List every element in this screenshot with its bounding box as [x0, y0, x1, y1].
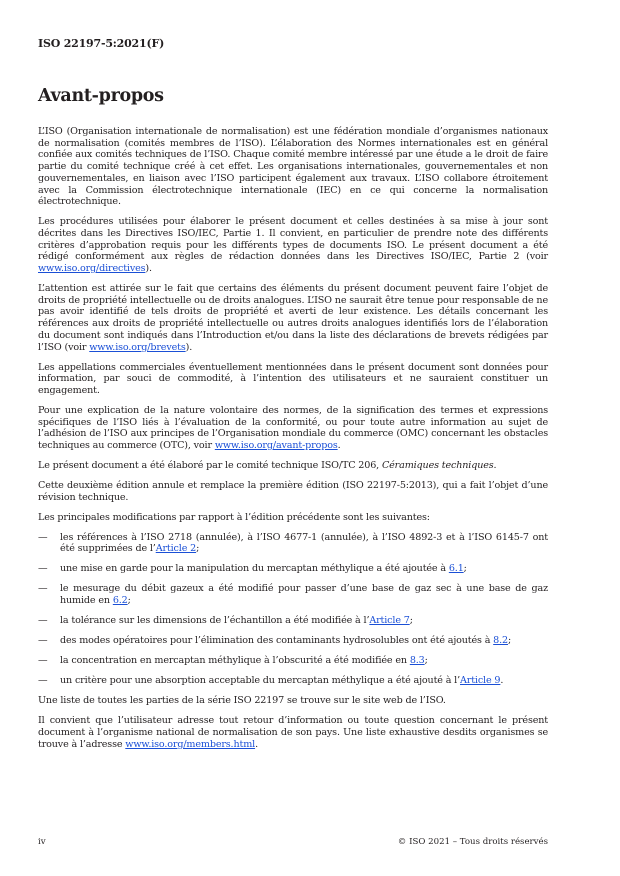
dash-bullet: —: [38, 583, 48, 595]
link-6-1[interactable]: 6.1: [448, 563, 464, 575]
paragraph-series: Une liste de toutes les parties de la série ISO 22197 se trouve sur le site web de l’ISO.: [38, 695, 446, 707]
paragraph-changes-intro: Les principales modifications par rapport à l’édition précédente sont les suivantes:: [38, 511, 430, 523]
link-article-9[interactable]: Article 9: [460, 675, 501, 687]
link-brevets[interactable]: www.iso.org/brevets: [89, 341, 186, 353]
link-6-2[interactable]: 6.2: [112, 595, 128, 607]
link-8-2[interactable]: 8.2: [493, 635, 508, 647]
paragraph-edition: Cette deuxième édition annule et remplace la première édition (ISO 22197-5:2013), qui a fait l’objet d’une révision technique.: [38, 480, 548, 503]
changes-list: [38, 532, 548, 687]
paragraph-procedures: Les procédures utilisées pour élaborer le présent document et celles destinées à sa mise à jour sont décrites dans les Directives ISO/IEC, Partie 1. Il convient, en particulier de prendre note des différents critères d’approbation requis pour les différents types de documents ISO. Le présent document a été rédigé conformément aux règles de rédaction données dans les Directives ISO/IEC, Partie 2 (voir www.iso.org/directives).: [38, 216, 548, 275]
paragraph-feedback: Il convient que l’utilisateur adresse tout retour d’information ou toute question concernant le présent document à l’organisme national de normalisation de son pays. Une liste exhaustive desdits organismes se trouve à l’adresse www.iso.org/members.html.: [38, 715, 548, 750]
list-item: — une mise en garde pour la manipulation du mercaptan méthylique a été ajoutée à 6.1;: [38, 563, 467, 575]
dash-bullet: —: [38, 675, 48, 687]
paragraph-iso-intro: L’ISO (Organisation internationale de normalisation) est une fédération mondiale d’organismes nationaux de normalisation (comités membres de l’ISO). L’élaboration des Normes internationales est en général confiée aux comités techniques de l’ISO. Chaque comité membre intéressé par une étude a le droit de faire partie du comité technique créé à cet effet. Les organisations internationales, gouvernementales et non gouvernementales, en liaison avec l’ISO participent également aux travaux. L’ISO collabore étroitement avec la Commission électrotechnique internationale (IEC) en ce qui concerne la normalisation électrotechnique.: [38, 126, 548, 208]
page-title: Avant-propos: [38, 86, 164, 106]
list-item: — des modes opératoires pour l’élimination des contaminants hydrosolubles ont été ajoutés à 8.2;: [38, 635, 512, 647]
copyright-notice: © ISO 2021 – Tous droits réservés: [397, 837, 548, 847]
dash-bullet: —: [38, 615, 48, 627]
dash-bullet: —: [38, 655, 48, 667]
link-directives[interactable]: www.iso.org/directives: [38, 263, 146, 275]
link-article-7[interactable]: Article 7: [369, 615, 410, 627]
list-item: — la tolérance sur les dimensions de l’échantillon a été modifiée à l’Article 7;: [38, 615, 413, 627]
paragraph-voluntary-nature: Pour une explication de la nature volontaire des normes, de la signification des termes et expressions spécifiques de l’ISO liés à l’évaluation de la conformité, ou pour toute autre information au sujet de l’adhésion de l’ISO aux principes de l’Organisation mondiale du commerce (OMC) concernant les obstacles techniques au commerce (OTC), voir www.iso.org/avant-propos.: [38, 404, 548, 452]
dash-bullet: —: [38, 635, 48, 647]
link-article-2[interactable]: Article 2: [155, 543, 197, 555]
document-id: ISO 22197-5:2021(F): [38, 37, 165, 50]
list-item: — le mesurage du débit gazeux a été modifié pour passer d’une base de gaz sec à une base de gaz humide en 6.2;: [38, 583, 548, 607]
paragraph-trade-names: Les appellations commerciales éventuellement mentionnées dans le présent document sont données pour information, par souci de commodité, à l’intention des utilisateurs et ne sauraient constituer un engagement.: [38, 361, 548, 396]
link-members[interactable]: www.iso.org/members.html: [125, 738, 256, 750]
page-number: iv: [38, 837, 46, 847]
list-item: — les références à l’ISO 2718 (annulée), à l’ISO 4677-1 (annulée), à l’ISO 4892-3 et à l’ISO 6145-7 ont été supprimées de l’Article 2;: [38, 531, 548, 555]
committee-name: Céramiques techniques: [381, 460, 494, 472]
list-item: — la concentration en mercaptan méthylique à l’obscurité a été modifiée en 8.3;: [38, 655, 428, 667]
foreword-body: [38, 126, 548, 759]
link-avant-propos[interactable]: www.iso.org/avant-propos: [214, 440, 338, 452]
list-item: — un critère pour une absorption acceptable du mercaptan méthylique a été ajouté à l’Article 9.: [38, 675, 504, 687]
dash-bullet: —: [38, 531, 48, 543]
paragraph-patents: L’attention est attirée sur le fait que certains des éléments du présent document peuvent faire l’objet de droits de propriété intellectuelle ou de droits analogues. L’ISO ne saurait être tenue pour responsable de ne pas avoir identifié de tels droits de propriété et averti de leur existence. Les détails concernant les références aux droits de propriété intellectuelle ou autres droits analogues identifiés lors de l’élaboration du document sont indiqués dans l’Introduction et/ou dans la liste des déclarations de brevets rédigées par l’ISO (voir www.iso.org/brevets).: [38, 283, 548, 353]
dash-bullet: —: [38, 563, 48, 575]
paragraph-committee: Le présent document a été élaboré par le comité technique ISO/TC 206, Céramiques techniques.: [38, 460, 497, 472]
link-8-3[interactable]: 8.3: [409, 655, 425, 667]
